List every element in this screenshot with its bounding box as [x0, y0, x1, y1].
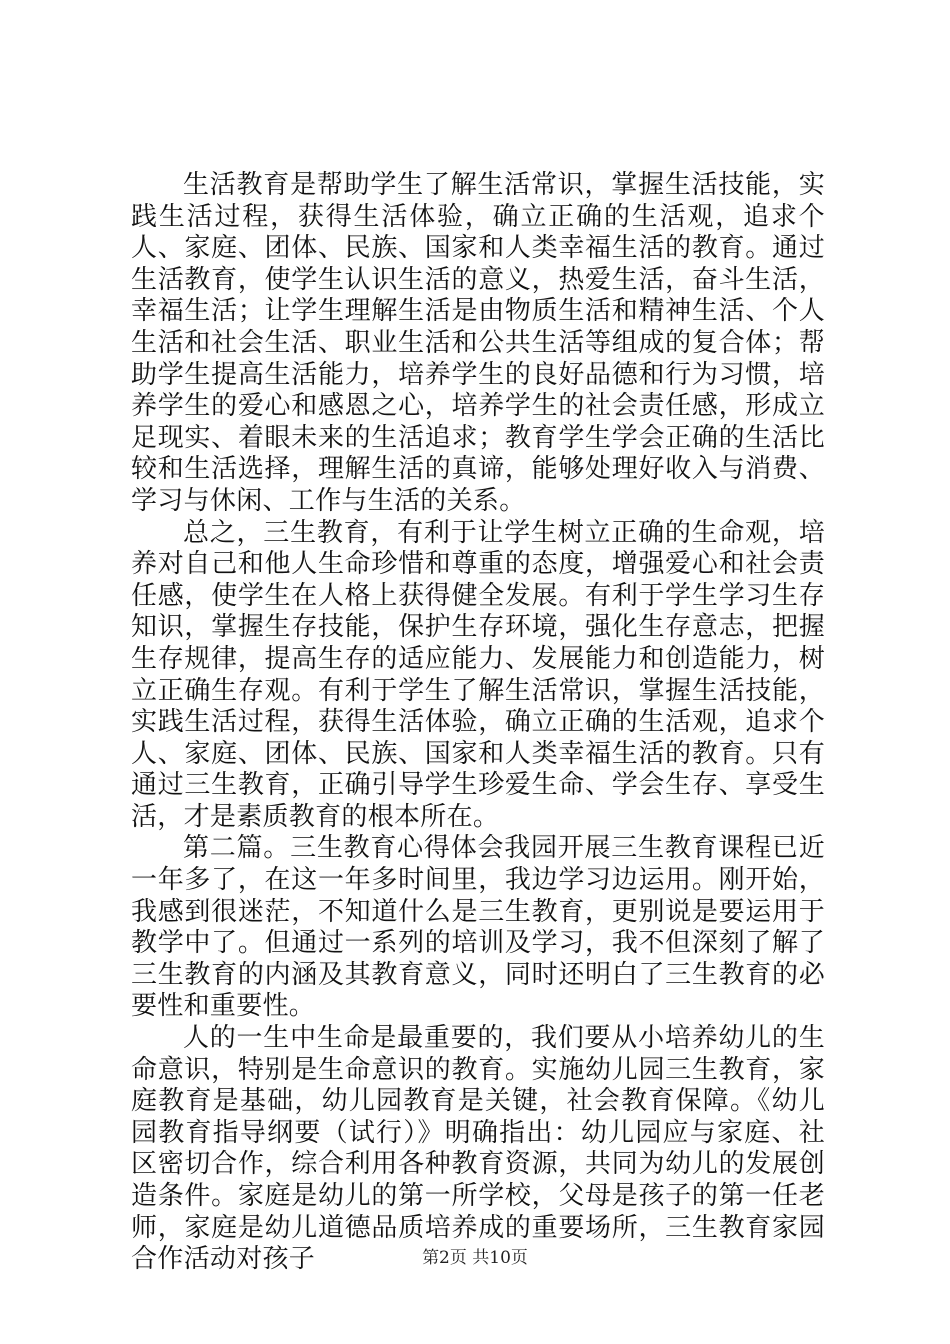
page-number-footer: 第2页 共10页 [422, 1248, 528, 1268]
paragraph-life-education: 生活教育是帮助学生了解生活常识，掌握生活技能，实践生活过程，获得生活体验，确立正确的生活观，追求个人、家庭、团体、民族、国家和人类幸福生活的教育。通过生活教育，使学生认识生活的意义，热爱生活，奋斗生活，幸福生活；让学生理解生活是由物质生活和精神生活、个人生活和社会生活、职业生活和公共生活等组成的复合体；帮助学生提高生活能力，培养学生的良好品德和行为习惯，培养学生的爱心和感恩之心，培养学生的社会责任感，形成立足现实、着眼未来的生活追求；教育学生学会正确的生活比较和生活选择，理解生活的真谛，能够处理好收入与消费、学习与休闲、工作与生活的关系。 [131, 170, 825, 516]
paragraph-life-awareness: 人的一生中生命是最重要的，我们要从小培养幼儿的生命意识，特别是生命意识的教育。实施幼儿园三生教育，家庭教育是基础，幼儿园教育是关键，社会教育保障。《幼儿园教育指导纲要（试行）》明确指出：幼儿园应与家庭、社区密切合作，综合利用各种教育资源，共同为幼儿的发展创造条件。家庭是幼儿的第一所学校，父母是孩子的第一任老师，家庭是幼儿道德品质培养成的重要场所，三生教育家园合作活动对孩子 [131, 1023, 825, 1275]
paragraph-second-article: 第二篇。三生教育心得体会我园开展三生教育课程已近一年多了，在这一年多时间里，我边学习边运用。刚开始，我感到很迷茫，不知道什么是三生教育，更别说是要运用于教学中了。但通过一系列的培训及学习，我不但深刻了解了三生教育的内涵及其教育意义，同时还明白了三生教育的必要性和重要性。 [131, 833, 825, 1022]
document-body [131, 170, 825, 1276]
paragraph-summary: 总之，三生教育，有利于让学生树立正确的生命观，培养对自己和他人生命珍惜和尊重的态度，增强爱心和社会责任感，使学生在人格上获得健全发展。有利于学生学习生存知识，掌握生存技能，保护生存环境，强化生存意志，把握生存规律，提高生存的适应能力、发展能力和创造能力，树立正确生存观。有利于学生了解生活常识，掌握生活技能，实践生活过程，获得生活体验，确立正确的生活观，追求个人、家庭、团体、民族、国家和人类幸福生活的教育。只有通过三生教育，正确引导学生珍爱生命、学会生存、享受生活，才是素质教育的根本所在。 [131, 517, 825, 832]
